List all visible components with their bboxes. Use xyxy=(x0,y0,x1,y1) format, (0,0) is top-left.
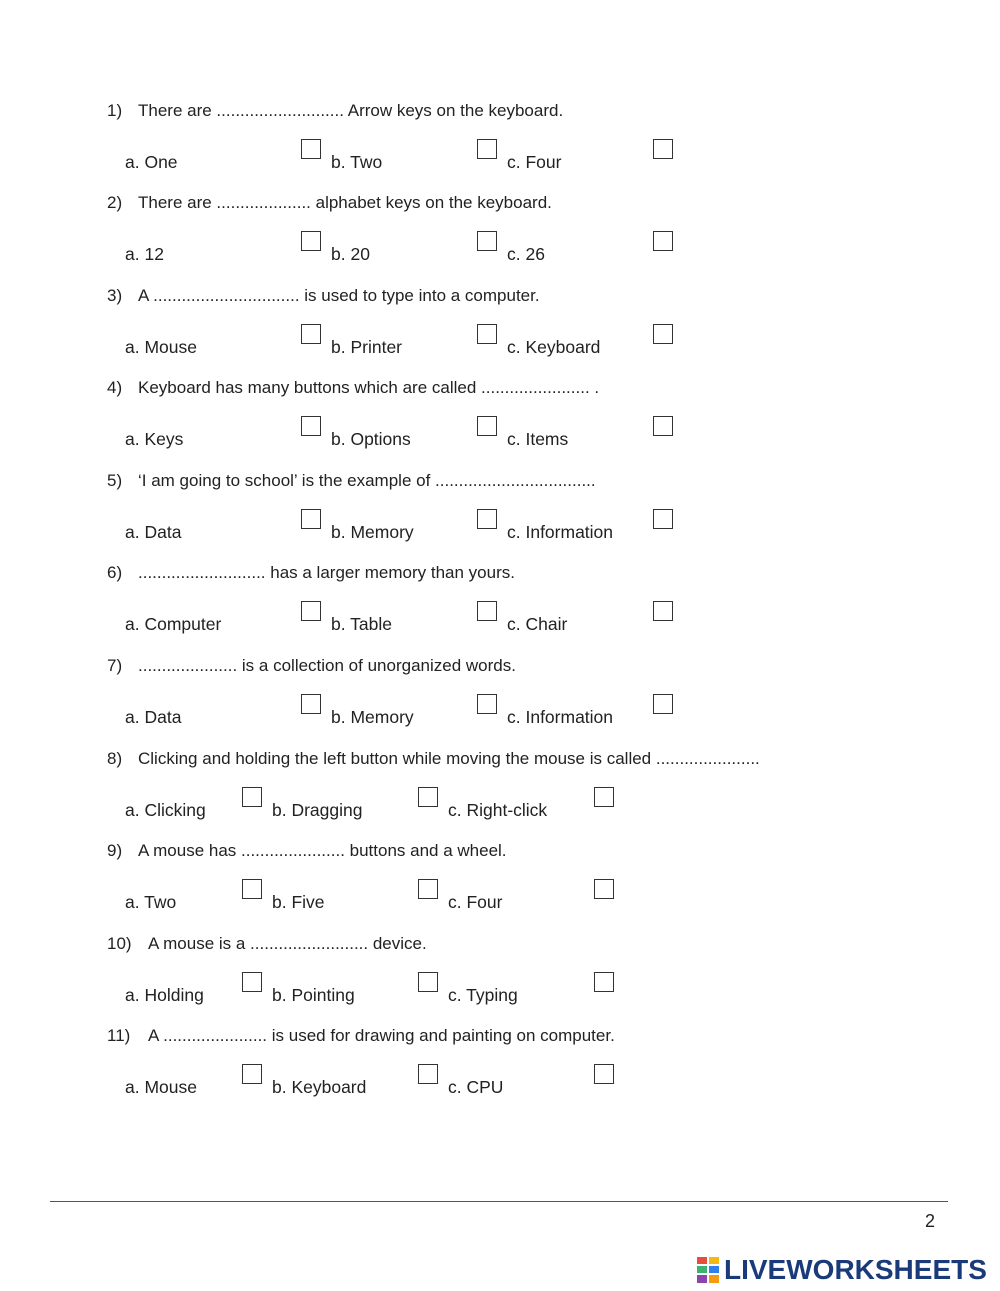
question-text: ..................... is a collection of unorganized words. xyxy=(138,656,516,675)
option-b-label: b. Five xyxy=(272,892,325,912)
option-b-label: b. Two xyxy=(331,152,383,172)
liveworksheets-logo xyxy=(696,1254,987,1286)
option-a-checkbox[interactable] xyxy=(301,139,321,159)
question-3 xyxy=(0,286,1000,378)
option-b-label: b. Options xyxy=(331,429,411,449)
option-b-checkbox[interactable] xyxy=(477,416,497,436)
option-a-label: a. Clicking xyxy=(125,800,206,820)
option-c-label: c. Chair xyxy=(507,614,568,634)
question-number: 10) xyxy=(107,934,132,953)
question-number: 4) xyxy=(107,378,123,397)
question-2 xyxy=(0,193,1000,285)
option-c-checkbox[interactable] xyxy=(653,231,673,251)
option-c-checkbox[interactable] xyxy=(653,694,673,714)
option-c-checkbox[interactable] xyxy=(594,787,614,807)
option-b-checkbox[interactable] xyxy=(418,972,438,992)
option-a-label: a. Two xyxy=(125,892,177,912)
question-text: A ...................... is used for drawing and painting on computer. xyxy=(148,1026,615,1045)
liveworksheets-logo-icon xyxy=(696,1256,720,1284)
option-b-checkbox[interactable] xyxy=(477,139,497,159)
option-c-checkbox[interactable] xyxy=(653,416,673,436)
question-11 xyxy=(0,1026,1000,1118)
question-text: ‘I am going to school’ is the example of .................................. xyxy=(138,471,596,490)
option-a-label: a. Data xyxy=(125,522,182,542)
option-b-checkbox[interactable] xyxy=(477,509,497,529)
question-9 xyxy=(0,841,1000,933)
option-a-checkbox[interactable] xyxy=(301,324,321,344)
option-b-checkbox[interactable] xyxy=(477,694,497,714)
option-a-label: a. Mouse xyxy=(125,1077,197,1097)
option-c-checkbox[interactable] xyxy=(653,601,673,621)
question-number: 8) xyxy=(107,749,123,768)
question-number: 3) xyxy=(107,286,123,305)
question-text: A mouse is a ......................... device. xyxy=(148,934,427,953)
question-number: 6) xyxy=(107,563,123,582)
question-1 xyxy=(0,101,1000,193)
question-number: 7) xyxy=(107,656,123,675)
option-a-checkbox[interactable] xyxy=(301,601,321,621)
option-b-label: b. Printer xyxy=(331,337,402,357)
option-a-label: a. One xyxy=(125,152,178,172)
option-c-checkbox[interactable] xyxy=(594,972,614,992)
question-number: 11) xyxy=(107,1026,131,1045)
option-c-label: c. Typing xyxy=(448,985,518,1005)
option-c-checkbox[interactable] xyxy=(594,1064,614,1084)
option-b-checkbox[interactable] xyxy=(477,231,497,251)
option-b-label: b. Memory xyxy=(331,707,414,727)
option-b-checkbox[interactable] xyxy=(418,787,438,807)
question-6 xyxy=(0,563,1000,655)
option-a-checkbox[interactable] xyxy=(301,416,321,436)
question-text: A mouse has ...................... buttons and a wheel. xyxy=(138,841,507,860)
option-a-label: a. Mouse xyxy=(125,337,197,357)
question-4 xyxy=(0,378,1000,470)
option-c-checkbox[interactable] xyxy=(653,324,673,344)
question-10 xyxy=(0,934,1000,1026)
option-a-label: a. Holding xyxy=(125,985,204,1005)
option-b-checkbox[interactable] xyxy=(418,879,438,899)
option-b-label: b. Dragging xyxy=(272,800,363,820)
question-text: Clicking and holding the left button while moving the mouse is called ...................... xyxy=(138,749,760,768)
question-number: 5) xyxy=(107,471,123,490)
option-c-label: c. Information xyxy=(507,522,614,542)
question-number: 9) xyxy=(107,841,123,860)
option-a-label: a. Keys xyxy=(125,429,184,449)
page-number: 2 xyxy=(925,1211,936,1231)
option-c-label: c. Items xyxy=(507,429,569,449)
question-number: 1) xyxy=(107,101,123,120)
option-b-checkbox[interactable] xyxy=(418,1064,438,1084)
liveworksheets-brand-text: LIVEWORKSHEETS xyxy=(724,1254,987,1285)
option-c-label: c. Keyboard xyxy=(507,337,601,357)
option-a-label: a. Computer xyxy=(125,614,222,634)
question-text: There are .................... alphabet keys on the keyboard. xyxy=(138,193,552,212)
question-5 xyxy=(0,471,1000,563)
option-a-checkbox[interactable] xyxy=(301,509,321,529)
option-a-checkbox[interactable] xyxy=(242,787,262,807)
footer-divider xyxy=(50,1201,948,1202)
question-text: ........................... has a larger memory than yours. xyxy=(138,563,515,582)
option-b-label: b. Pointing xyxy=(272,985,355,1005)
option-b-label: b. Table xyxy=(331,614,392,634)
option-a-label: a. Data xyxy=(125,707,182,727)
option-a-checkbox[interactable] xyxy=(242,1064,262,1084)
option-c-checkbox[interactable] xyxy=(594,879,614,899)
option-c-label: c. Information xyxy=(507,707,614,727)
option-a-checkbox[interactable] xyxy=(242,879,262,899)
option-c-label: c. Four xyxy=(507,152,562,172)
option-c-label: c. CPU xyxy=(448,1077,504,1097)
question-text: There are ........................... Arrow keys on the keyboard. xyxy=(138,101,564,120)
question-7 xyxy=(0,656,1000,748)
option-c-label: c. 26 xyxy=(507,244,545,264)
option-b-checkbox[interactable] xyxy=(477,601,497,621)
option-b-label: b. Memory xyxy=(331,522,414,542)
option-a-checkbox[interactable] xyxy=(301,694,321,714)
option-a-label: a. 12 xyxy=(125,244,164,264)
option-b-checkbox[interactable] xyxy=(477,324,497,344)
option-a-checkbox[interactable] xyxy=(301,231,321,251)
option-c-checkbox[interactable] xyxy=(653,139,673,159)
option-b-label: b. Keyboard xyxy=(272,1077,367,1097)
question-text: A ............................... is used to type into a computer. xyxy=(138,286,540,305)
option-a-checkbox[interactable] xyxy=(242,972,262,992)
question-text: Keyboard has many buttons which are called ....................... . xyxy=(138,378,600,397)
option-c-label: c. Right-click xyxy=(448,800,548,820)
option-c-checkbox[interactable] xyxy=(653,509,673,529)
option-b-label: b. 20 xyxy=(331,244,370,264)
question-8 xyxy=(0,749,1000,841)
option-c-label: c. Four xyxy=(448,892,503,912)
question-number: 2) xyxy=(107,193,123,212)
